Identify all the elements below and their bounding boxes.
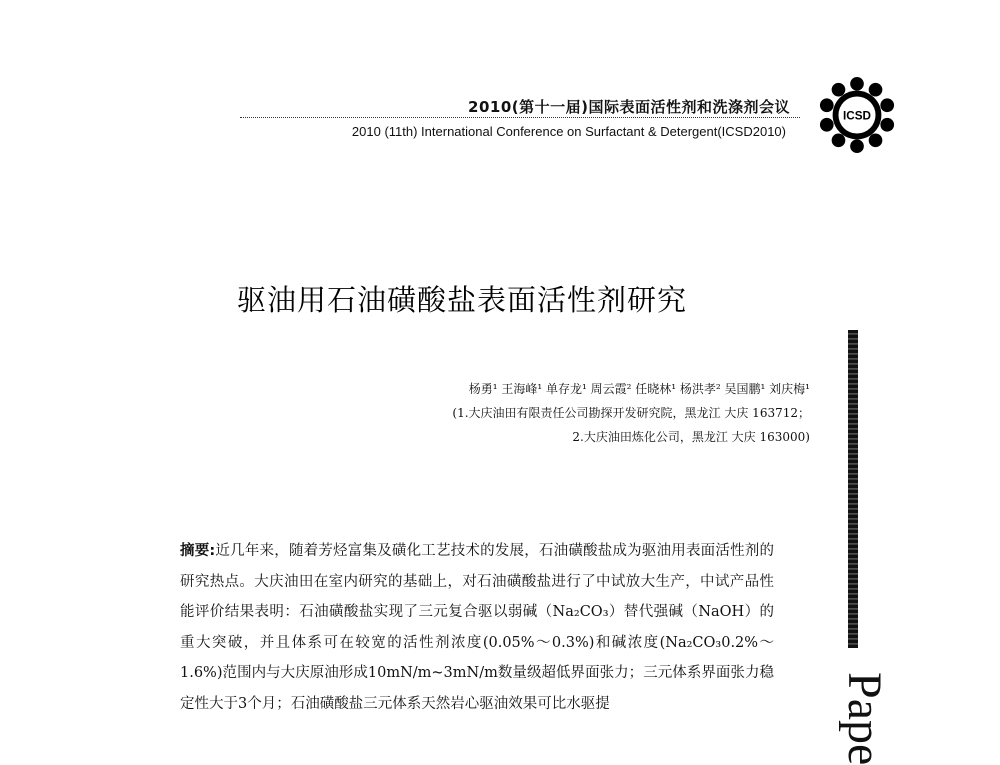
abstract-paragraph [180,536,774,719]
header-divider [240,117,800,118]
paper-title: 驱油用石油磺酸盐表面活性剂研究 [237,283,688,317]
side-decorative-bar [848,330,858,648]
logo-text: ICSD [843,109,871,123]
affiliation-1: (1.大庆油田有限责任公司勘探开发研究院，黑龙江 大庆 163712； [452,406,810,420]
abstract-label: 摘要: [180,543,216,559]
abstract-text: 近几年来，随着芳烃富集及磺化工艺技术的发展，石油磺酸盐成为驱油用表面活性剂的研究热点。大庆油田在室内研究的基础上，对石油磺酸盐进行了中试放大生产，中试产品性能评价结果表明：石油磺酸盐实现了三元复合驱以弱碱（Na₂CO₃）替代强碱（NaOH）的重大突破，并且体系可在较宽的活性剂浓度(0.05%～0.3%)和碱浓度(Na₂CO₃0.2%～1.6%)范围内与大庆原油形成10mN/m~3mN/m数量级超低界面张力；三元体系界面张力稳定性大于3个月；石油磺酸盐三元体系天然岩心驱油效果可比水驱提 [180,543,774,712]
side-vertical-word: Pape [838,672,891,765]
icsd-logo [818,76,896,154]
conference-title-en: 2010 (11th) International Conference on Surfactant & Detergent(ICSD2010) [351,124,786,139]
conference-title-cn: 2010(第十一届)国际表面活性剂和洗涤剂会议 [468,98,790,116]
affiliation-2: 2.大庆油田炼化公司，黑龙江 大庆 163000) [572,430,810,444]
author-list: 杨勇¹ 王海峰¹ 单存龙¹ 周云霞² 任晓林¹ 杨洪孝² 吴国鹏¹ 刘庆梅¹ [468,382,810,396]
